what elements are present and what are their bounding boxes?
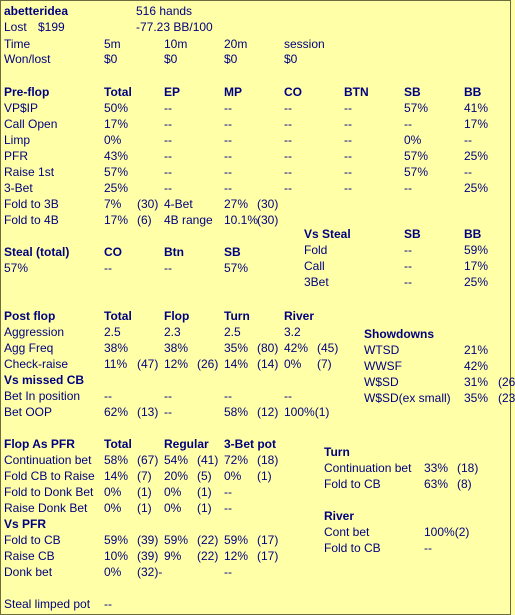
flop-pfr-row-label: Continuation bet — [4, 453, 92, 467]
postflop-cell: 14% — [224, 357, 249, 371]
vs-missed-cb-title: Vs missed CB — [4, 373, 85, 387]
postflop-cell: 2.5 — [224, 325, 241, 339]
flop-pfr-column-header: Regular — [164, 437, 209, 451]
preflop-cell: 57% — [404, 149, 429, 163]
turn-value: 63% — [424, 477, 449, 491]
preflop-cell: -- — [464, 133, 472, 147]
preflop-cell: 27% — [224, 197, 249, 211]
preflop-cell: -- — [164, 181, 172, 195]
preflop-cell: -- — [284, 149, 292, 163]
preflop-cell: -- — [164, 117, 172, 131]
postflop-cell: 35% — [224, 341, 249, 355]
preflop-count: (30) — [257, 213, 279, 227]
preflop-cell: 57% — [104, 165, 129, 179]
postflop-cell: -- — [164, 389, 172, 403]
preflop-cell: -- — [224, 181, 232, 195]
preflop-cell: 17% — [104, 117, 129, 131]
flop-pfr-cell: 0% — [104, 501, 122, 515]
preflop-cell: -- — [344, 133, 352, 147]
preflop-count: (30) — [257, 197, 279, 211]
flop-pfr-cell: (1) — [137, 501, 152, 515]
showdown-value: 31% — [464, 375, 489, 389]
preflop-row-label: Limp — [4, 133, 31, 147]
showdown-value: 35% — [464, 391, 489, 405]
vs-pfr-cell: 12% — [224, 549, 249, 563]
steal-column-header: CO — [104, 245, 122, 259]
preflop-cell: -- — [284, 101, 292, 115]
flop-pfr-cell: 58% — [104, 453, 129, 467]
time-header: 10m — [164, 37, 188, 51]
preflop-column-header: Total — [104, 85, 132, 99]
turn-title: Turn — [324, 445, 350, 459]
hand-count: 516 hands — [136, 4, 193, 18]
preflop-cell: -- — [224, 149, 232, 163]
vs-steal-column-header: BB — [464, 227, 482, 241]
showdown-count: (26 — [498, 375, 515, 389]
preflop-cell: 7% — [104, 197, 122, 211]
postflop-row-label: Bet OOP — [4, 405, 53, 419]
preflop-cell: -- — [224, 133, 232, 147]
preflop-cell: -- — [224, 101, 232, 115]
preflop-cell: 57% — [404, 101, 429, 115]
vs-steal-row-label: 3Bet — [304, 275, 329, 289]
vs-pfr-cell: 0% — [104, 565, 122, 579]
postflop-cell: (47) — [137, 357, 159, 371]
showdown-label: WWSF — [364, 359, 402, 373]
vs-steal-row-label: Fold — [304, 243, 328, 257]
flop-pfr-cell: -- — [224, 485, 232, 499]
preflop-cell: 17% — [104, 213, 129, 227]
postflop-cell: (80) — [257, 341, 279, 355]
vs-pfr-cell: (32)- — [137, 565, 163, 579]
postflop-row-label: Agg Freq — [4, 341, 54, 355]
won-lost-label: Won/lost — [4, 52, 51, 66]
turn-value: 33% — [424, 461, 449, 475]
player-name: abetteridea — [4, 4, 69, 18]
preflop-row-label: Fold to 3B — [4, 197, 59, 211]
turn-count: (18) — [457, 461, 479, 475]
steal-cell: 57% — [224, 261, 249, 275]
preflop-cell: -- — [464, 165, 472, 179]
preflop-cell: -- — [284, 181, 292, 195]
preflop-row-label: 4B range — [164, 213, 213, 227]
time-header: Time — [4, 37, 31, 51]
vs-pfr-row-label: Raise CB — [4, 549, 55, 563]
turn-count: (8) — [457, 477, 472, 491]
flop-pfr-cell: 20% — [164, 469, 189, 483]
flop-pfr-cell: 54% — [164, 453, 189, 467]
vs-pfr-cell: (39) — [137, 549, 159, 563]
river-row-label: Fold to CB — [324, 541, 381, 555]
preflop-column-header: BTN — [344, 85, 369, 99]
preflop-column-header: EP — [164, 85, 181, 99]
preflop-cell: -- — [284, 165, 292, 179]
vs-steal-cell: 25% — [464, 275, 489, 289]
steal-limped-pot-label: Steal limped pot — [4, 597, 91, 611]
flop-pfr-cell: (1) — [257, 469, 272, 483]
preflop-cell: -- — [344, 165, 352, 179]
vs-pfr-cell: (22) — [197, 549, 219, 563]
preflop-cell: -- — [164, 101, 172, 115]
preflop-count: (30) — [137, 197, 159, 211]
preflop-cell: -- — [344, 181, 352, 195]
postflop-cell: (12) — [257, 405, 279, 419]
steal-cell: -- — [164, 261, 172, 275]
postflop-cell: 38% — [164, 341, 189, 355]
flop-pfr-cell: (1) — [137, 485, 152, 499]
vs-steal-title: Vs Steal — [304, 227, 351, 241]
showdown-label: W$SD — [364, 375, 399, 389]
flop-pfr-row-label: Fold to Donk Bet — [4, 485, 94, 499]
vs-steal-row-label: Call — [304, 259, 325, 273]
won-lost-value: $0 — [224, 52, 238, 66]
preflop-cell: 17% — [464, 117, 489, 131]
time-header: session — [284, 37, 325, 51]
flop-pfr-column-header: Total — [104, 437, 132, 451]
preflop-cell: -- — [224, 117, 232, 131]
showdown-count: (23 — [498, 391, 515, 405]
postflop-column-header: Turn — [224, 309, 250, 323]
vs-steal-cell: -- — [404, 259, 412, 273]
postflop-cell: 11% — [104, 357, 128, 371]
preflop-cell: 10.1% — [224, 213, 259, 227]
river-value: 100%(2) — [424, 525, 470, 539]
preflop-cell: -- — [164, 165, 172, 179]
preflop-column-header: MP — [224, 85, 242, 99]
vs-steal-cell: -- — [404, 243, 412, 257]
flop-pfr-row-label: Raise Donk Bet — [4, 501, 88, 515]
river-row-label: Cont bet — [324, 525, 370, 539]
postflop-cell: -- — [104, 389, 112, 403]
flop-pfr-cell: 0% — [224, 469, 242, 483]
flop-pfr-cell: 0% — [164, 501, 182, 515]
preflop-column-header: CO — [284, 85, 302, 99]
postflop-cell: 62% — [104, 405, 129, 419]
postflop-cell: -- — [164, 405, 172, 419]
won-lost-value: $0 — [284, 52, 298, 66]
postflop-cell: (45) — [317, 341, 339, 355]
preflop-cell: -- — [344, 101, 352, 115]
vs-pfr-cell: 59% — [104, 533, 129, 547]
flop-pfr-cell: 14% — [104, 469, 129, 483]
vs-steal-cell: 17% — [464, 259, 489, 273]
flop-pfr-cell: 72% — [224, 453, 249, 467]
postflop-title: Post flop — [4, 309, 56, 323]
flop-pfr-cell: (41) — [197, 453, 219, 467]
preflop-row-label: 3-Bet — [4, 181, 33, 195]
preflop-cell: -- — [164, 133, 172, 147]
preflop-row-label: PFR — [4, 149, 28, 163]
steal-cell: -- — [104, 261, 112, 275]
vs-pfr-cell: -- — [224, 565, 232, 579]
postflop-column-header: Flop — [164, 309, 190, 323]
preflop-cell: 50% — [104, 101, 129, 115]
flop-pfr-cell: (18) — [257, 453, 279, 467]
steal-column-header: Btn — [164, 245, 184, 259]
postflop-cell: 12% — [164, 357, 189, 371]
flop-pfr-row-label: Fold CB to Raise — [4, 469, 95, 483]
river-title: River — [324, 509, 355, 523]
preflop-row-label: Raise 1st — [4, 165, 55, 179]
vs-steal-cell: 59% — [464, 243, 489, 257]
vs-pfr-cell: 10% — [104, 549, 129, 563]
preflop-cell: 43% — [104, 149, 129, 163]
flop-as-pfr-title: Flop As PFR — [4, 437, 75, 451]
preflop-title: Pre-flop — [4, 85, 50, 99]
flop-pfr-cell: 0% — [104, 485, 122, 499]
preflop-cell: -- — [404, 181, 412, 195]
preflop-cell: -- — [164, 149, 172, 163]
vs-pfr-cell: (17) — [257, 549, 279, 563]
vs-pfr-cell: 59% — [164, 533, 189, 547]
flop-pfr-cell: (1) — [197, 501, 212, 515]
preflop-cell: 25% — [104, 181, 129, 195]
flop-pfr-cell: (7) — [137, 469, 152, 483]
flop-pfr-cell: (67) — [137, 453, 159, 467]
preflop-cell: -- — [344, 149, 352, 163]
steal-limped-pot-value: -- — [104, 597, 112, 611]
river-value: -- — [424, 541, 432, 555]
flop-pfr-cell: (1) — [197, 485, 212, 499]
vs-pfr-cell: (17) — [257, 533, 279, 547]
postflop-cell: 100%(1) — [284, 405, 330, 419]
preflop-row-label: VP$IP — [4, 101, 39, 115]
postflop-cell: 58% — [224, 405, 249, 419]
preflop-cell: 0% — [104, 133, 122, 147]
preflop-row-label: Call Open — [4, 117, 58, 131]
postflop-cell: (14) — [257, 357, 279, 371]
preflop-cell: -- — [404, 117, 412, 131]
lost-amount: $199 — [38, 20, 65, 34]
preflop-count: (6) — [137, 213, 152, 227]
vs-steal-cell: -- — [404, 275, 412, 289]
flop-pfr-cell: -- — [224, 501, 232, 515]
preflop-row-label: 4-Bet — [164, 197, 193, 211]
postflop-cell: 2.5 — [104, 325, 121, 339]
postflop-cell: 0% — [284, 357, 302, 371]
preflop-cell: -- — [284, 117, 292, 131]
vs-pfr-title: Vs PFR — [4, 517, 47, 531]
preflop-cell: -- — [284, 133, 292, 147]
showdown-label: WTSD — [364, 343, 400, 357]
time-header: 5m — [104, 37, 121, 51]
lost-label: Lost — [4, 20, 27, 34]
preflop-cell: 41% — [464, 101, 489, 115]
postflop-row-label: Check-raise — [4, 357, 69, 371]
steal-column-header: SB — [224, 245, 241, 259]
vs-pfr-cell: 59% — [224, 533, 249, 547]
vs-pfr-row-label: Donk bet — [4, 565, 53, 579]
showdown-value: 21% — [464, 343, 489, 357]
postflop-cell: (7) — [317, 357, 332, 371]
preflop-cell: -- — [224, 165, 232, 179]
preflop-cell: 0% — [404, 133, 422, 147]
vs-pfr-row-label: Fold to CB — [4, 533, 61, 547]
vs-pfr-cell: (39) — [137, 533, 159, 547]
postflop-cell: 42% — [284, 341, 309, 355]
postflop-cell: -- — [224, 389, 232, 403]
postflop-cell: (13) — [137, 405, 159, 419]
postflop-cell: 38% — [104, 341, 129, 355]
showdown-value: 42% — [464, 359, 489, 373]
postflop-cell: (26) — [197, 357, 219, 371]
postflop-row-label: Bet In position — [4, 389, 81, 403]
won-lost-value: $0 — [164, 52, 178, 66]
showdown-label: W$SD(ex small) — [364, 391, 451, 405]
bb-per-100: -77.23 BB/100 — [136, 20, 213, 34]
won-lost-value: $0 — [104, 52, 118, 66]
postflop-cell: 2.3 — [164, 325, 181, 339]
preflop-row-label: Fold to 4B — [4, 213, 59, 227]
vs-steal-column-header: SB — [404, 227, 421, 241]
postflop-column-header: River — [284, 309, 315, 323]
postflop-row-label: Aggression — [4, 325, 65, 339]
showdowns-title: Showdowns — [364, 327, 434, 341]
turn-row-label: Fold to CB — [324, 477, 381, 491]
preflop-column-header: SB — [404, 85, 421, 99]
steal-title: Steal (total) — [4, 245, 70, 259]
vs-pfr-cell: (22) — [197, 533, 219, 547]
preflop-cell: 57% — [404, 165, 429, 179]
flop-pfr-cell: 0% — [164, 485, 182, 499]
preflop-column-header: BB — [464, 85, 482, 99]
preflop-cell: 25% — [464, 181, 489, 195]
preflop-cell: -- — [344, 117, 352, 131]
steal-total: 57% — [4, 261, 29, 275]
flop-pfr-cell: (5) — [197, 469, 212, 483]
postflop-cell: -- — [284, 389, 292, 403]
postflop-cell: 3.2 — [284, 325, 301, 339]
postflop-column-header: Total — [104, 309, 132, 323]
vs-pfr-cell: 9% — [164, 549, 182, 563]
preflop-cell: 25% — [464, 149, 489, 163]
turn-row-label: Continuation bet — [324, 461, 412, 475]
flop-pfr-column-header: 3-Bet pot — [224, 437, 276, 451]
time-header: 20m — [224, 37, 248, 51]
